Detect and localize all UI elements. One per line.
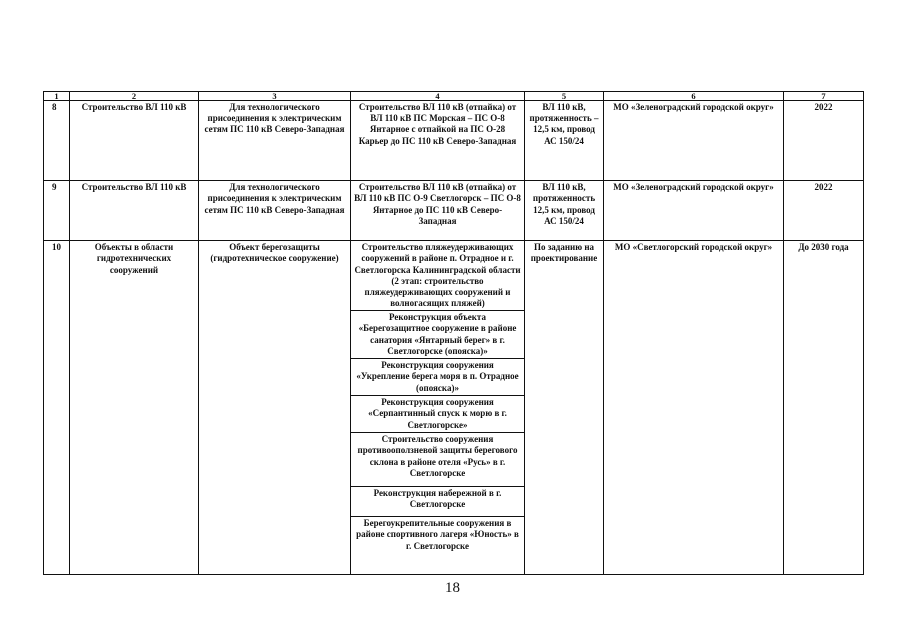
row-number: 8 [44,101,70,181]
row-number: 10 [44,241,70,575]
object-description: Строительство ВЛ 110 кВ (отпайка) от ВЛ 110 кВ ПС Морская – ПС О-8 Янтарное с отпайкой на ПС О-28 Карьер до ПС 110 кВ Северо-Западная [351,101,525,181]
object-deadline: До 2030 года [784,241,864,575]
column-number: 2 [70,92,199,101]
object-description-list [351,241,525,575]
object-location: МО «Светлогорский городской округ» [604,241,784,575]
table-row [44,181,864,241]
column-number: 3 [199,92,351,101]
object-purpose: Для технологического присоединения к электрическим сетям ПС 110 кВ Северо-Западная [199,101,351,181]
object-deadline: 2022 [784,181,864,241]
column-number: 7 [784,92,864,101]
object-name: Строительство ВЛ 110 кВ [70,181,199,241]
object-name: Строительство ВЛ 110 кВ [70,101,199,181]
table-row [44,101,864,181]
column-number: 1 [44,92,70,101]
object-description: Строительство ВЛ 110 кВ (отпайка) от ВЛ 110 кВ ПС О-9 Светлогорск – ПС О-8 Янтарное до ПС 110 кВ Северо-Западная [351,181,525,241]
objects-table [43,91,864,575]
object-name: Объекты в области гидротехнических сооружений [70,241,199,575]
table-row [44,241,864,575]
row-number: 9 [44,181,70,241]
object-characteristics: По заданию на проектирование [525,241,604,575]
sub-object: Реконструкция сооружения «Укрепление берега моря в п. Отрадное (опояска)» [351,359,524,396]
column-number: 6 [604,92,784,101]
sub-object: Реконструкция сооружения «Серпантинный спуск к морю в г. Светлогорске» [351,396,524,433]
sub-object: Строительство сооружения противооползневой защиты берегового склона в районе отеля «Русь» в г. Светлогорске [351,433,524,487]
sub-object: Реконструкция объекта «Берегозащитное сооружение в районе санатория «Янтарный берег» в г. Светлогорске (опояска)» [351,311,524,359]
object-purpose: Для технологического присоединения к электрическим сетям ПС 110 кВ Северо-Западная [199,181,351,241]
column-number-row [44,92,864,101]
sub-object: Реконструкция набережной в г. Светлогорске [351,487,524,517]
object-location: МО «Зеленоградский городской округ» [604,101,784,181]
object-characteristics: ВЛ 110 кВ, протяженность – 12,5 км, провод АС 150/24 [525,101,604,181]
column-number: 4 [351,92,525,101]
object-characteristics: ВЛ 110 кВ, протяженность 12,5 км, провод АС 150/24 [525,181,604,241]
page-number: 18 [445,580,460,596]
object-location: МО «Зеленоградский городской округ» [604,181,784,241]
sub-object: Берегоукрепительные сооружения в районе спортивного лагеря «Юность» в г. Светлогорске [356,518,519,551]
column-number: 5 [525,92,604,101]
object-purpose: Объект берегозащиты (гидротехническое сооружение) [199,241,351,575]
object-deadline: 2022 [784,101,864,181]
sub-object: Строительство пляжеудерживающих сооружений в районе п. Отрадное и г. Светлогорска Калининградской области (2 этап: строительство пляжеудерживающих сооружений и волногасящих пляжей) [351,241,524,311]
